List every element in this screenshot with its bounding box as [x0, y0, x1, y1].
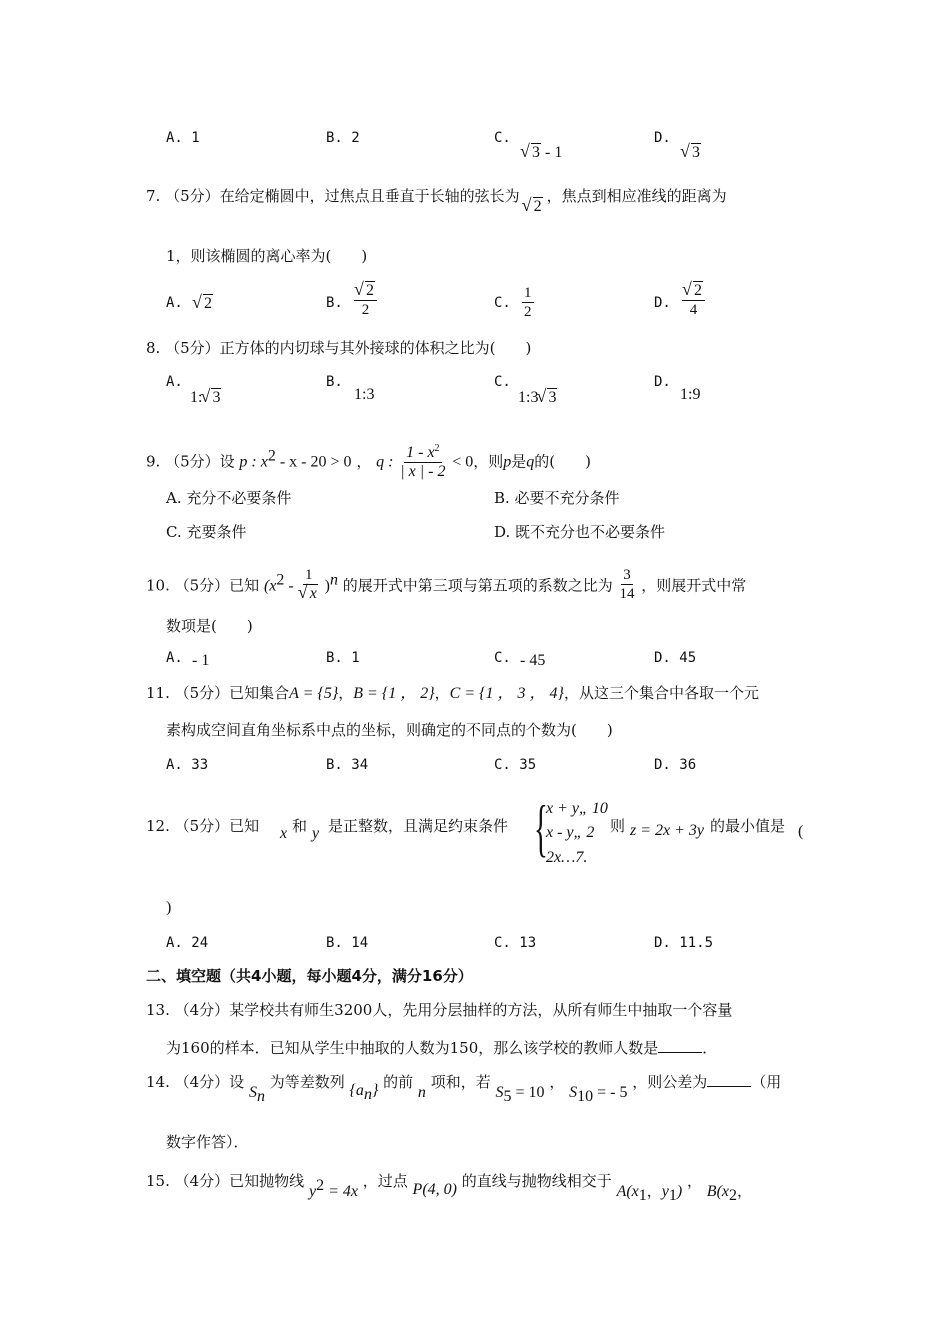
q8-option-c-math: 1:3√ 3 [518, 387, 557, 408]
q12-stem-d: 的最小值是 [710, 817, 786, 835]
q12-option-c: C. 13 [494, 935, 537, 951]
q12-stem-b: 是正整数，且满足约束条件 [328, 817, 509, 835]
q7-option-b-label: B. [326, 295, 343, 311]
q14-stem: 14. （4分）设 $S_n$ 为等差数列 $\{a_n\}$ 的前 n 项和，若 $S_5 = 10$ ， $S_{10}$ = - 5 ，则公差为 （用 [146, 1073, 782, 1105]
q12-close-paren: ) [166, 899, 172, 916]
q7-stem-line2: 1，则该椭圆的离心率为( ) [166, 247, 368, 265]
q8-stem: 8. （5分）正方体的内切球与其外接球的体积之比为( ) [146, 339, 532, 357]
q6-option-c-label: C. [494, 130, 511, 146]
q7-option-a-math: √ 2 [194, 293, 213, 314]
q12-brace: { [534, 792, 548, 863]
q8-option-d-label: D. [654, 374, 671, 390]
q6-option-d-math: √ 3 [682, 142, 701, 163]
q11-stem: 11. （5分）已知集合A = {5}，B = {1 ， 2}，C = {1 ， 3 ， 4}，从这三个集合中各取一个元 [146, 684, 759, 702]
q10-option-c-label: C. [494, 650, 511, 666]
q12-option-a: A. 24 [166, 935, 209, 951]
q12-var-y: y [312, 825, 320, 842]
q13-answer-blank[interactable] [658, 1038, 702, 1053]
q12-stem-a: 12. （5分）已知 [146, 817, 260, 835]
q9-option-c: C. 充要条件 [166, 523, 247, 541]
q12-constraint-2: x - y„ 2 [546, 824, 595, 841]
q10-stem: 10. （5分）已知 ($x^2$ - 1 √ x )$^n$ 的展开式中第三项与第五项的系数之比为 $\frac{3}{14}$ ，则展开式中常 [146, 568, 746, 605]
q12-constraint-1: x + y„ 10 [546, 800, 608, 817]
q7-option-c-frac: $\frac{1}{2}$ [524, 285, 532, 320]
q6-option-a: A. 1 [166, 130, 200, 146]
q6-option-d-label: D. [654, 130, 671, 146]
q10-stem-line2: 数项是( ) [166, 617, 253, 635]
q9-option-a: A. 充分不必要条件 [166, 489, 292, 507]
q7-option-d-frac: √ $\frac{2}{4}$ [682, 282, 705, 319]
q11-stem-line2: 素构成空间直角坐标系中点的坐标，则确定的不同点的个数为( ) [166, 721, 613, 739]
q8-option-b-math: 1:3 [354, 386, 375, 403]
q6-option-b: B. 2 [326, 130, 360, 146]
q10-option-b: B. 1 [326, 650, 360, 666]
q12-option-b: B. 14 [326, 935, 369, 951]
q12-open-paren: ( [798, 823, 804, 840]
q15-stem: 15. （4分）已知抛物线 $y^2 = 4x$ ，过点 P(4, 0) 的直线与抛物线相交于 $A(x_1$，$y_1$) ， $B(x_2$， [146, 1172, 753, 1204]
q9-option-b: B. 必要不充分条件 [494, 489, 620, 507]
q10-option-c: - 45 [520, 652, 546, 669]
q14-answer-blank[interactable] [707, 1072, 751, 1087]
q8-option-a-label: A. [166, 374, 183, 390]
q11-option-a: A. 33 [166, 757, 209, 773]
q7-option-d-label: D. [654, 295, 671, 311]
q8-option-d-math: 1:9 [680, 386, 701, 403]
q8-option-a-math: 1:√ 3 [190, 387, 221, 408]
q8-option-b-label: B. [326, 374, 343, 390]
q12-var-x: x [280, 825, 288, 842]
q9-stem: 9. （5分）设 p : $x^2 - x - 20 > 0$ ， q : $\frac{1 - x^2}{| x | - 2}$ < 0，则p是q的( ) [146, 442, 591, 483]
q12-he: 和 [292, 817, 308, 835]
q11-option-d: D. 36 [654, 757, 697, 773]
q13-stem-line2: 为160的样本．已知从学生中抽取的人数为150，那么该学校的教师人数是 ． [166, 1039, 718, 1057]
q11-option-b: B. 34 [326, 757, 369, 773]
q12-objective: z = 2x + 3y [630, 822, 705, 839]
q7-option-b-frac: √ $\frac{2}{2}$ [354, 282, 377, 319]
q10-option-a-label: A. [166, 650, 183, 666]
q10-option-d: D. 45 [654, 650, 697, 666]
q10-option-a: - 1 [192, 652, 210, 669]
q11-option-c: C. 35 [494, 757, 537, 773]
q7-stem-line1: 7. （5分）在给定椭圆中，过焦点且垂直于长轴的弦长为√ 2，焦点到相应准线的距离为 [146, 186, 727, 207]
section-heading-fill-in: 二、填空题（共4小题，每小题4分，满分16分） [146, 967, 473, 985]
q6-option-c-math: √ 3 - 1 [522, 142, 562, 163]
q9-option-d: D. 既不充分也不必要条件 [494, 523, 666, 541]
q13-stem-line1: 13. （4分）某学校共有师生3200人，先用分层抽样的方法，从所有师生中抽取一个容量 [146, 1001, 733, 1019]
q12-constraint-3: 2x…7. [546, 849, 588, 866]
q12-option-d: D. 11.5 [654, 935, 714, 951]
q8-option-c-label: C. [494, 374, 511, 390]
q14-stem-line2: 数字作答）． [166, 1133, 249, 1151]
q12-stem-c: 则 [610, 817, 626, 835]
q7-option-a-label: A. [166, 295, 183, 311]
q7-option-c-label: C. [494, 295, 511, 311]
